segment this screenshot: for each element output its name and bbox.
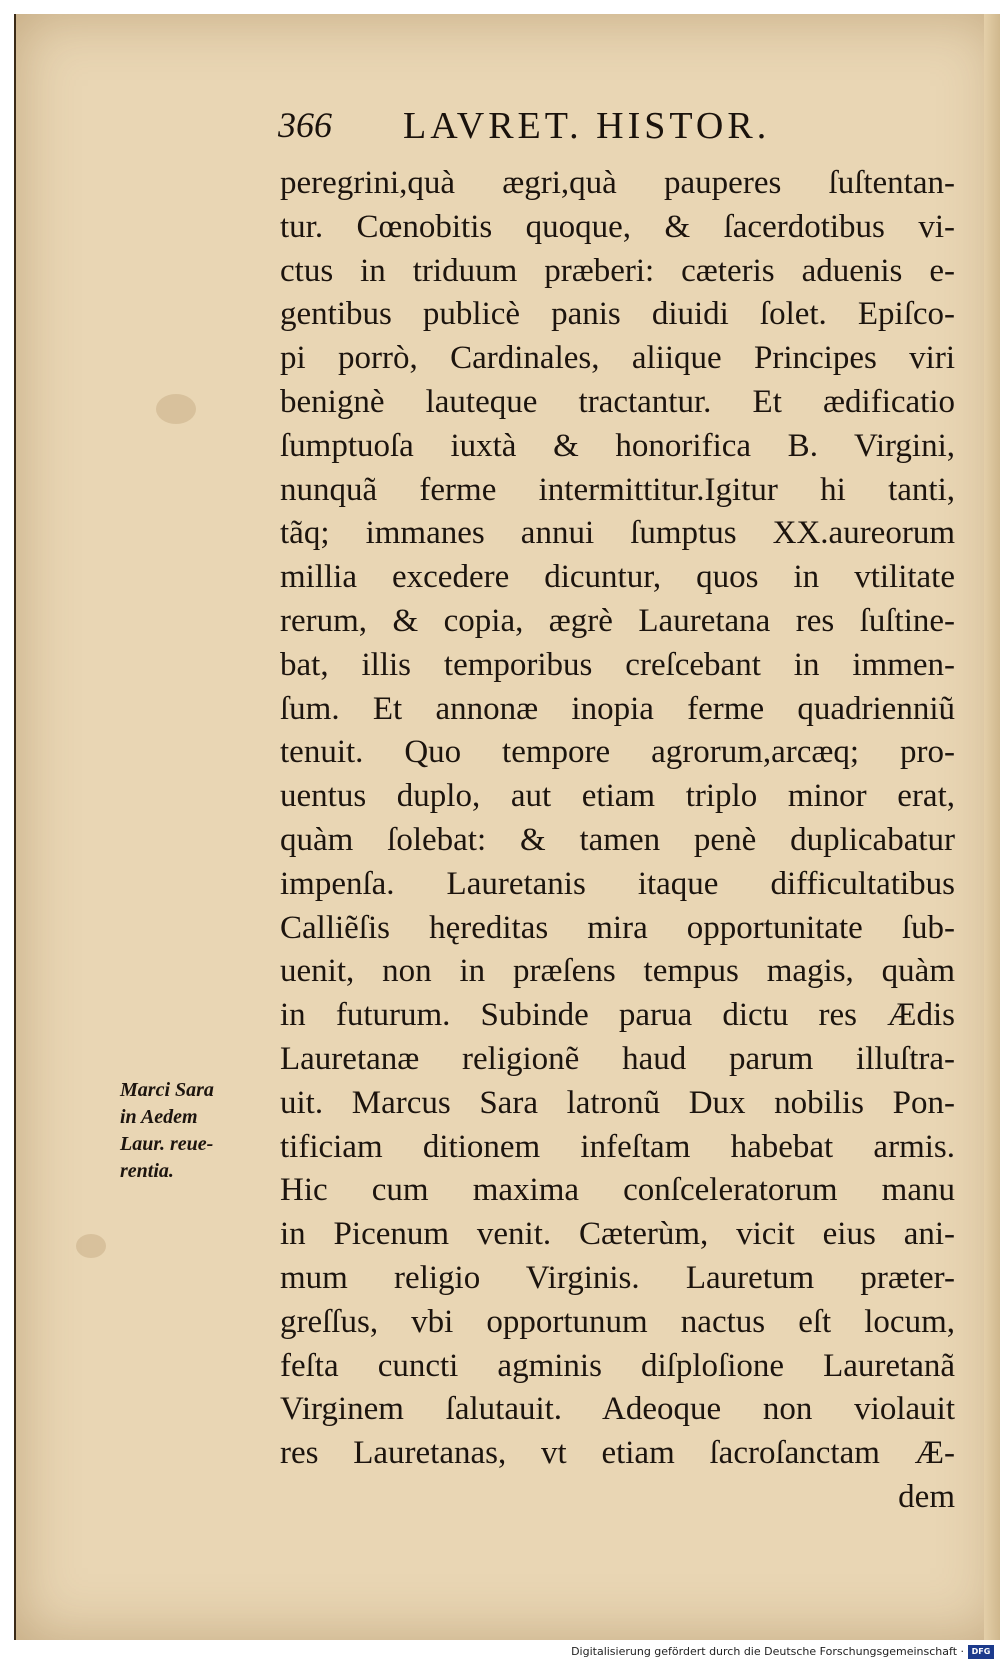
text-line: ſumptuoſa iuxtà & honorifica B. Virgini,: [280, 427, 955, 464]
funding-credit: Digitalisierung gefördert durch die Deutsche Forschungsgemeinschaft ·: [571, 1645, 964, 1658]
page-header: [278, 104, 928, 154]
paper-stain: [156, 394, 196, 424]
page-number: 366: [278, 105, 332, 145]
text-line: ſum. Et annonæ inopia ferme quadrienniũ: [280, 690, 955, 727]
paper-stain: [76, 1234, 106, 1258]
text-line: Lauretanæ religionẽ haud parum illuſtra-: [280, 1040, 955, 1077]
text-line: Virginem ſalutauit. Adeoque non violauit: [280, 1391, 955, 1428]
text-line: rerum, & copia, ægrè Lauretana res ſuſtine-: [280, 602, 955, 639]
text-line: tificiam ditionem infeſtam habebat armis.: [280, 1128, 955, 1165]
text-line: feſta cuncti agminis diſploſione Lauretanã: [280, 1347, 955, 1384]
text-line: peregrini,quà ægri,quà pauperes ſuſtentan-: [280, 165, 955, 201]
text-line: tenuit. Quo tempore agrorum,arcæq; pro-: [280, 734, 955, 771]
text-line: tur. Cœnobitis quoque, & ſacerdotibus vi-: [280, 208, 955, 245]
text-line: quàm ſolebat: & tamen penè duplicabatur: [280, 821, 955, 858]
text-line: res Lauretanas, vt etiam ſacroſanctam Æ-: [280, 1435, 955, 1472]
text-line: nunquã ferme intermittitur.Igitur hi tanti,: [280, 471, 955, 508]
text-line: uenit, non in præſens tempus magis, quàm: [280, 953, 955, 990]
main-text: [280, 162, 955, 1520]
dfg-logo: DFG: [968, 1645, 994, 1659]
text-line: in futurum. Subinde parua dictu res Ædis: [280, 997, 955, 1034]
text-line: millia excedere dicuntur, quos in vtilitate: [280, 559, 955, 596]
text-line: ctus in triduum præberi: cæteris aduenis e-: [280, 252, 955, 289]
text-line: dem: [898, 1478, 955, 1515]
margin-note-line: Laur. reue-: [120, 1133, 214, 1155]
margin-note-line: in Aedem: [120, 1106, 198, 1128]
text-line: pi porrò, Cardinales, aliique Principes viri: [280, 340, 955, 377]
running-head: LAVRET. HISTOR.: [403, 105, 771, 147]
text-line: bat, illis temporibus creſcebant in immen-: [280, 646, 955, 683]
text-line: tãq; immanes annui ſumptus XX.aureorum: [280, 515, 955, 552]
text-line: in Picenum venit. Cæterùm, vicit eius ani-: [280, 1216, 955, 1253]
text-line: Hic cum maxima conſceleratorum manu: [280, 1172, 955, 1209]
margin-note-line: Marci Sara: [120, 1079, 214, 1101]
margin-note: [120, 1077, 270, 1185]
text-line: Calliẽſis hęreditas mira opportunitate ſub-: [280, 909, 955, 946]
text-line: gentibus publicè panis diuidi ſolet. Epiſco-: [280, 296, 955, 333]
text-line: uit. Marcus Sara latronũ Dux nobilis Pon-: [280, 1084, 955, 1121]
text-line: benignè lauteque tractantur. Et ædificatio: [280, 383, 955, 420]
margin-note-line: rentia.: [120, 1160, 174, 1182]
text-line: uentus duplo, aut etiam triplo minor erat,: [280, 778, 955, 815]
text-line: impenſa. Lauretanis itaque difficultatibus: [280, 865, 955, 902]
text-line: mum religio Virginis. Lauretum præter-: [280, 1259, 955, 1296]
page-edge: [984, 14, 1000, 1640]
text-line: greſſus, vbi opportunum nactus eſt locum,: [280, 1303, 955, 1340]
